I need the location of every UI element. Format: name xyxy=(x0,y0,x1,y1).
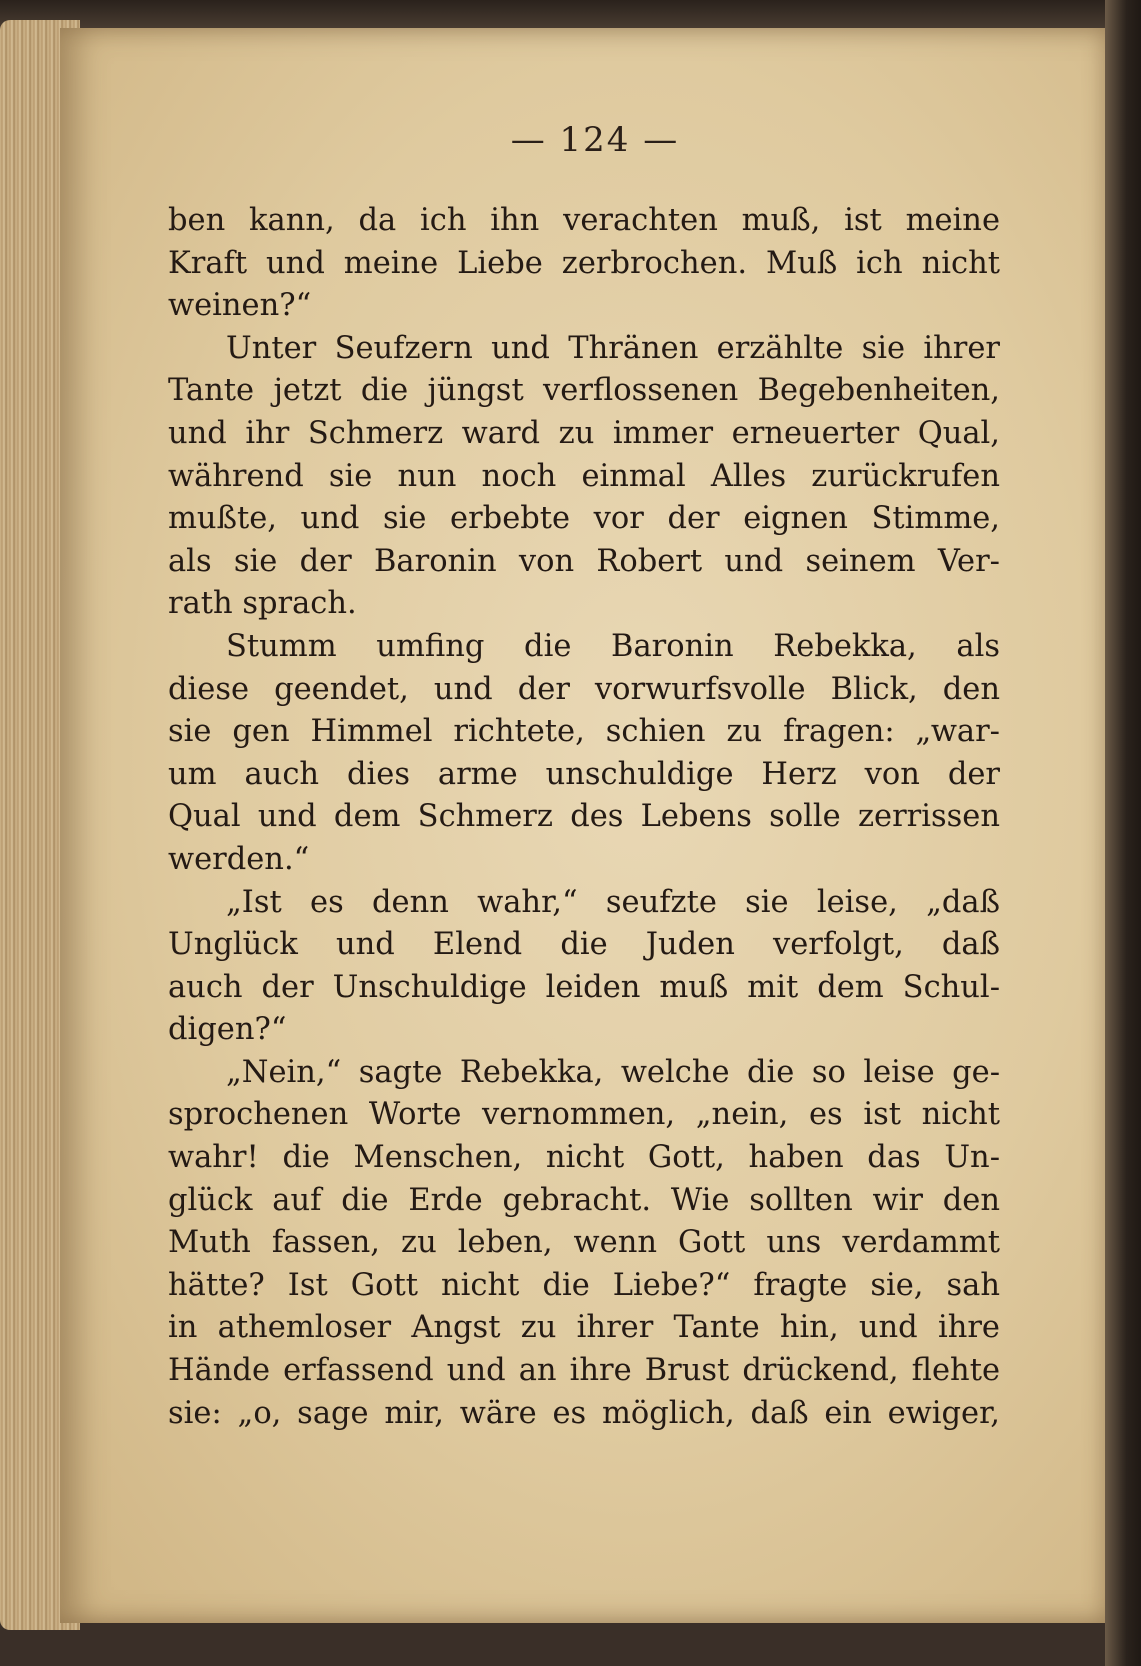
text-line: „Nein,“ sagte Rebekka, welche die so leise ge- xyxy=(226,1054,1000,1090)
text-line: sie: „o, sage mir, wäre es möglich, daß ein ewiger, xyxy=(168,1395,1000,1431)
page-number: — 124 — xyxy=(510,120,680,160)
text-line: Tante jetzt die jüngst verflossenen Begebenheiten, xyxy=(168,373,1000,409)
text-line: Muth fassen, zu leben, wenn Gott uns verdammt xyxy=(168,1225,1000,1261)
text-line: auch der Unschuldige leiden muß mit dem Schul- xyxy=(168,969,1000,1005)
text-line: Unter Seufzern und Thränen erzählte sie ihrer xyxy=(226,330,1000,366)
text-line: wahr! die Menschen, nicht Gott, haben das Un- xyxy=(168,1140,1000,1176)
book-right-edge xyxy=(1105,0,1141,1666)
text-line: werden.“ xyxy=(168,841,310,877)
text-line: hätte? Ist Gott nicht die Liebe?“ fragte sie, sah xyxy=(168,1267,1000,1303)
text-line: Stumm umfing die Baronin Rebekka, als xyxy=(226,628,1000,664)
text-line: Unglück und Elend die Juden verfolgt, daß xyxy=(168,927,1000,963)
text-line: ben kann, da ich ihn verachten muß, ist meine xyxy=(168,203,1000,238)
text-line: glück auf die Erde gebracht. Wie sollten wir den xyxy=(168,1182,1000,1218)
text-line: rath sprach. xyxy=(168,586,357,622)
text-line: während sie nun noch einmal Alles zurückrufen xyxy=(168,458,1000,494)
text-line: Hände erfassend und an ihre Brust drückend, flehte xyxy=(168,1353,1000,1389)
body-text xyxy=(168,200,1000,1435)
text-line: und ihr Schmerz ward zu immer erneuerter Qual, xyxy=(168,415,1000,451)
text-line: sprochenen Worte vernommen, „nein, es ist nicht xyxy=(168,1097,1000,1133)
text-line: diese geendet, und der vorwurfsvolle Blick, den xyxy=(168,671,1000,707)
text-line: um auch dies arme unschuldige Herz von der xyxy=(168,756,1000,792)
text-line: weinen?“ xyxy=(168,288,312,324)
text-line: Qual und dem Schmerz des Lebens solle zerrissen xyxy=(168,799,1000,835)
book-top-edge xyxy=(0,0,1141,30)
text-line: Kraft und meine Liebe zerbrochen. Muß ich nicht xyxy=(168,245,1000,281)
text-line: als sie der Baronin von Robert und seinem Ver- xyxy=(168,543,1000,579)
text-line: digen?“ xyxy=(168,1012,287,1048)
text-line: in athemloser Angst zu ihrer Tante hin, und ihre xyxy=(168,1310,1000,1346)
text-line: mußte, und sie erbebte vor der eignen Stimme, xyxy=(168,501,1000,537)
text-line: sie gen Himmel richtete, schien zu fragen: „war- xyxy=(168,714,1000,750)
text-line: „Ist es denn wahr,“ seufzte sie leise, „daß xyxy=(226,884,1000,920)
